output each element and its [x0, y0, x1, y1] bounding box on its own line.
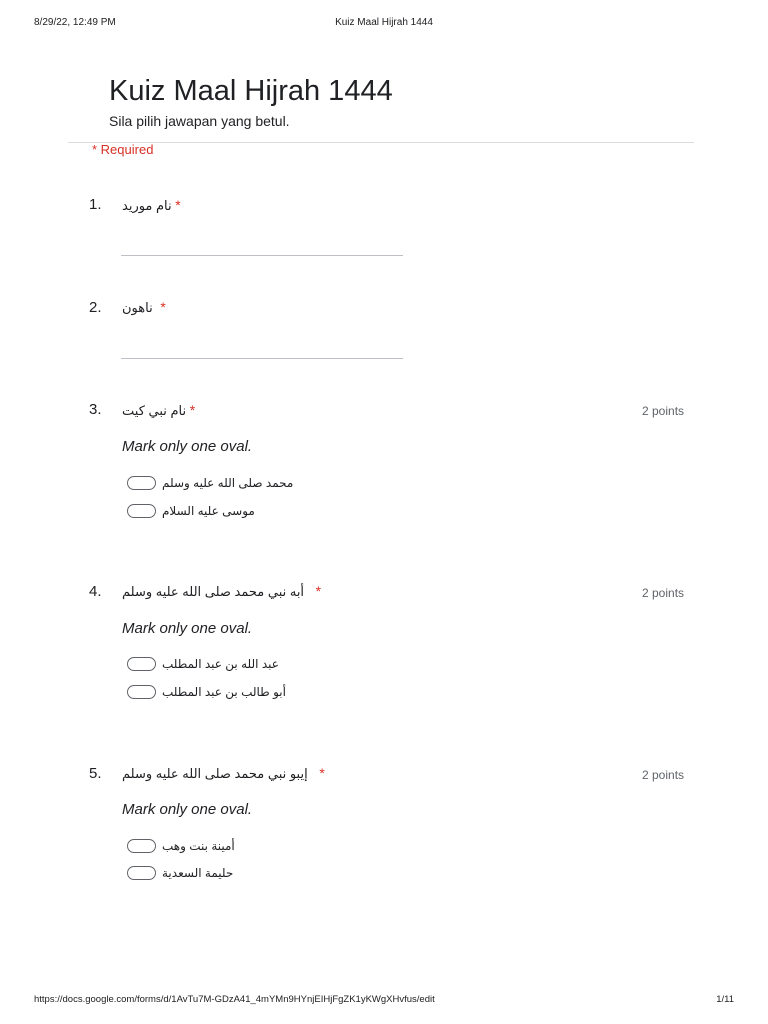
- question-3-option-2-oval[interactable]: [127, 504, 156, 518]
- question-5-title: [122, 765, 325, 782]
- print-doc-title: Kuiz Maal Hijrah 1444: [335, 17, 433, 28]
- question-4-option-1-oval[interactable]: [127, 657, 156, 671]
- question-2-number: 2.: [89, 299, 102, 316]
- question-5-option-1-oval[interactable]: [127, 839, 156, 853]
- question-4-option-2-label: أبو طالب بن عبد المطلب: [162, 685, 286, 699]
- question-3-option-2-label: موسى عليه السلام: [162, 504, 255, 518]
- question-3-option-1-oval[interactable]: [127, 476, 156, 490]
- question-4-required-asterisk: *: [315, 583, 322, 599]
- question-2-title: [122, 299, 166, 316]
- question-3-title: [122, 402, 195, 419]
- header-divider: [68, 142, 694, 143]
- form-title: Kuiz Maal Hijrah 1444: [109, 75, 393, 107]
- question-5-required-asterisk: *: [319, 765, 325, 781]
- question-5-points: 2 points: [642, 768, 685, 782]
- question-2-required-asterisk: *: [160, 299, 166, 315]
- question-4-title: [122, 583, 321, 600]
- question-1-answer-field[interactable]: [121, 255, 403, 256]
- question-4-text: أبه نبي محمد صلى الله عليه وسلم: [122, 584, 305, 599]
- question-5-text: إيبو نبي محمد صلى الله عليه وسلم: [122, 766, 308, 781]
- question-4-points: 2 points: [642, 586, 685, 600]
- question-4-option-2-oval[interactable]: [127, 685, 156, 699]
- question-1-title: [122, 197, 181, 214]
- question-2-answer-field[interactable]: [121, 358, 403, 359]
- question-5-number: 5.: [89, 765, 102, 782]
- question-1-number: 1.: [89, 196, 102, 213]
- question-4-option-1-label: عبد الله بن عبد المطلب: [162, 657, 279, 671]
- question-3-instruction: Mark only one oval.: [122, 438, 253, 455]
- question-1-required-asterisk: *: [175, 197, 181, 213]
- print-url: https://docs.google.com/forms/d/1AvTu7M-GDzA41_4mYMn9HYnjEIHjFgZK1yKWgXHvfus/edit: [34, 994, 435, 1005]
- question-5-option-1-label: أمينة بنت وهب: [162, 839, 235, 853]
- question-3-points: 2 points: [642, 404, 685, 418]
- question-3-required-asterisk: *: [189, 402, 196, 418]
- form-description: Sila pilih jawapan yang betul.: [109, 113, 290, 129]
- question-4-number: 4.: [89, 583, 102, 600]
- question-5-option-2-label: حليمة السعدية: [162, 866, 234, 880]
- question-4-instruction: Mark only one oval.: [122, 620, 253, 637]
- question-2-text: ناهون: [122, 300, 153, 315]
- question-5-option-2-oval[interactable]: [127, 866, 156, 880]
- question-1-text: نام موريد: [122, 198, 172, 213]
- print-datetime: 8/29/22, 12:49 PM: [34, 17, 116, 28]
- question-3-option-1-label: محمد صلى الله عليه وسلم: [162, 476, 294, 490]
- required-note: * Required: [92, 142, 154, 157]
- question-3-number: 3.: [89, 401, 102, 418]
- question-5-instruction: Mark only one oval.: [122, 801, 253, 818]
- print-page-number: 1/11: [716, 994, 734, 1005]
- question-3-text: نام نبي كيت: [122, 403, 187, 418]
